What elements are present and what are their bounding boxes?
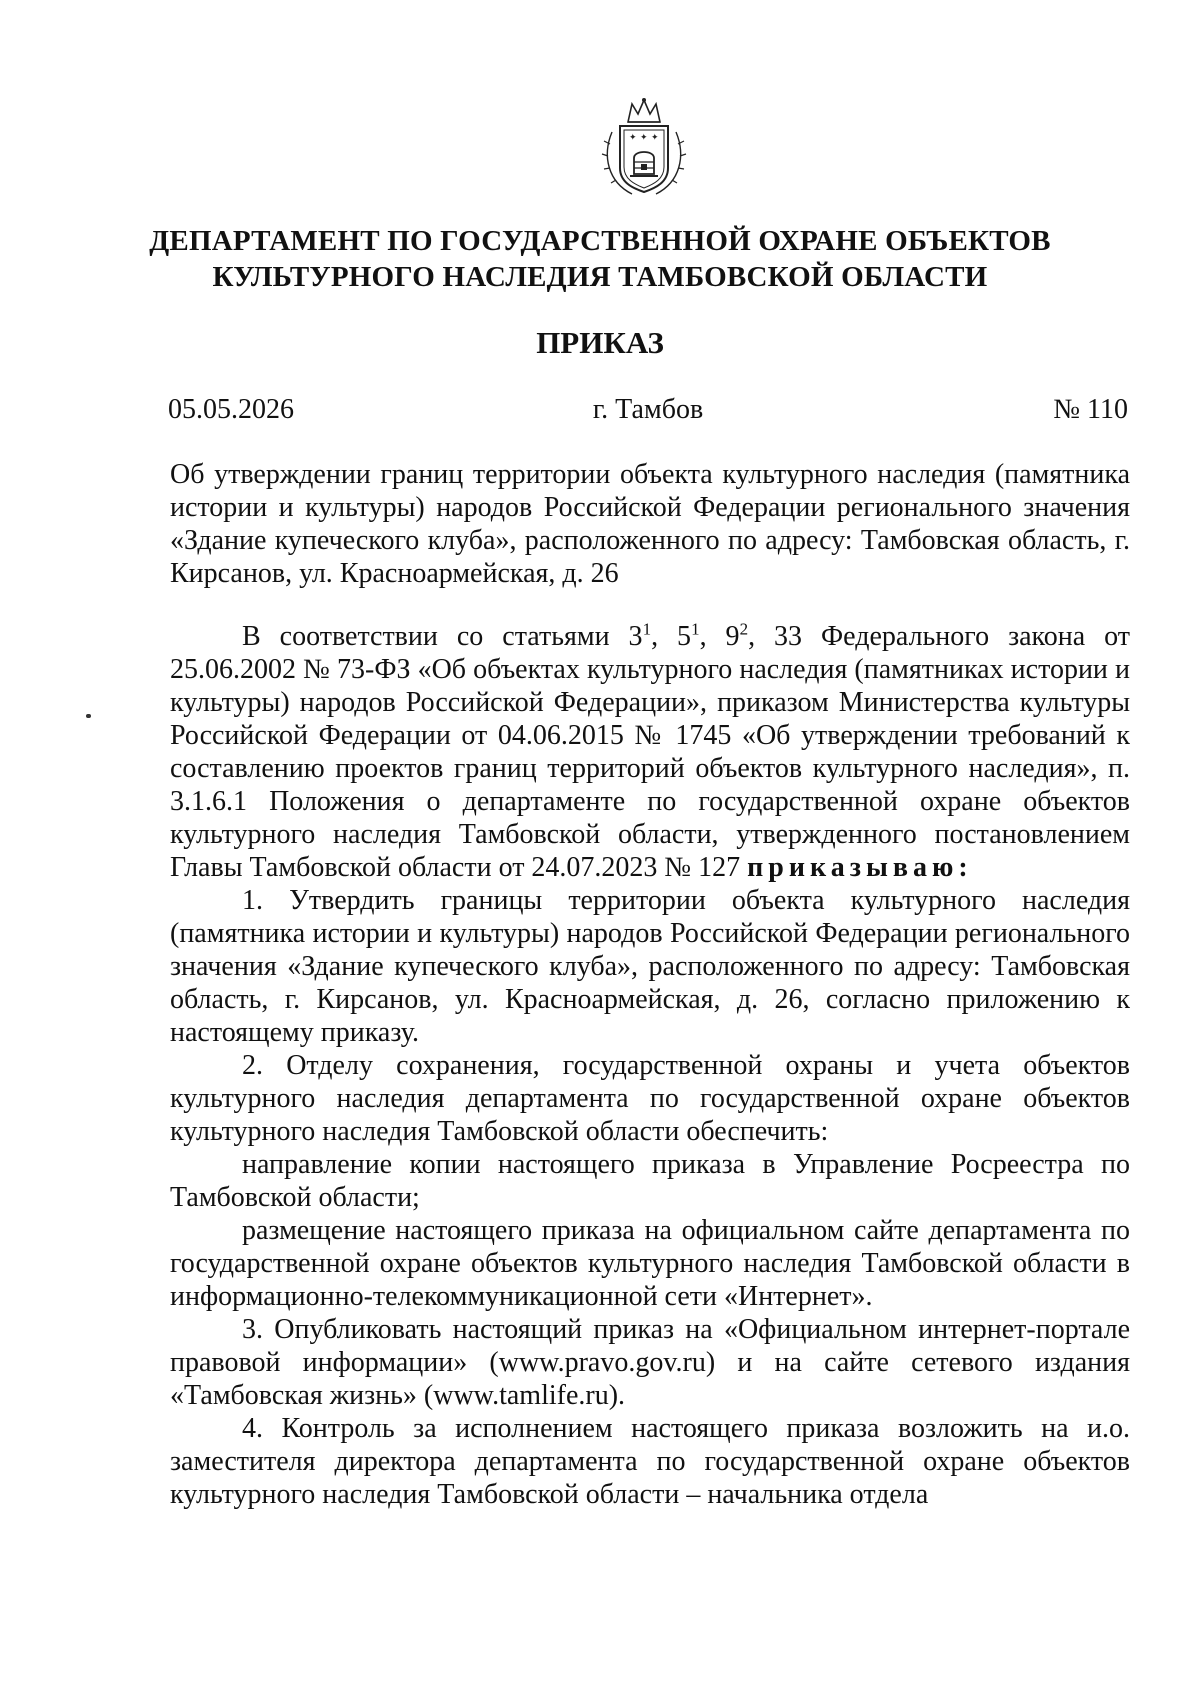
document-meta <box>168 393 1128 427</box>
svg-text:✦: ✦ <box>640 133 648 143</box>
document-city: г. Тамбов <box>592 394 704 425</box>
subject-text: Об утверждении границ территории объекта культурного наследия (памятника истории и культуры) народов Российской Федерации регионального значения «Здание купеческого клуба», расположенного по адресу: Тамбовская область, г. Кирсанов, ул. Красноармейская, д. 26 <box>170 459 1130 589</box>
order-word: приказываю: <box>747 852 973 883</box>
scan-speck <box>86 714 91 718</box>
item-2-subpoint-1: направление копии настоящего приказа в Управление Росреестра по Тамбовской области; <box>170 1149 1130 1213</box>
department-line-2: КУЛЬТУРНОГО НАСЛЕДИЯ ТАМБОВСКОЙ ОБЛАСТИ <box>212 261 988 293</box>
preamble-paragraph: В соответствии со статьями $3^1$, $5^1$, $9^2$, 33 Федерального закона от 25.06.2002 № 73-ФЗ «Об объектах культурного наследия (памятниках истории и культуры) народов Российской Федерации», приказом Министерства культуры Российской Федерации от 04.06.2015 № 1745 «Об утверждении требований к составлению проектов границ территорий объектов культурного наследия», п. 3.1.6.1 Положения о департаменте по государственной охране объектов культурного наследия Тамбовской области, утвержденного постановлением Главы Тамбовской области от 24.07.2023 № 127 приказываю: <box>170 619 1131 883</box>
item-1: 1. Утвердить границы территории объекта культурного наследия (памятника истории и культуры) народов Российской Федерации регионального значения «Здание купеческого клуба», расположенного по адресу: Тамбовская область, г. Кирсанов, ул. Красноармейская, д. 26, согласно приложению к настоящему приказу. <box>170 885 1130 1048</box>
item-2: 2. Отделу сохранения, государственной охраны и учета объектов культурного наследия департамента по государственной охране объектов культурного наследия Тамбовской области обеспечить: <box>170 1050 1130 1147</box>
document-subject <box>170 458 1130 590</box>
document-type: ПРИКАЗ <box>536 325 664 360</box>
document-number: № 110 <box>1053 394 1128 425</box>
document-date: 05.05.2026 <box>168 394 294 425</box>
document-body <box>170 620 1130 1511</box>
item-3: 3. Опубликовать настоящий приказ на «Официальном интернет-портале правовой информации» (www.pravo.gov.ru) и на сайте сетевого издания «Тамбовская жизнь» (www.tamlife.ru). <box>170 1314 1130 1411</box>
tambov-coat-of-arms-icon <box>598 96 690 200</box>
svg-text:✦: ✦ <box>651 133 659 143</box>
department-line-1: ДЕПАРТАМЕНТ ПО ГОСУДАРСТВЕННОЙ ОХРАНЕ ОБЪЕКТОВ <box>149 225 1051 257</box>
department-heading <box>120 223 1080 295</box>
svg-text:✦: ✦ <box>629 133 637 143</box>
item-4: 4. Контроль за исполнением настоящего приказа возложить на и.о. заместителя директора департамента по государственной охране объектов культурного наследия Тамбовской области – начальника отдела <box>170 1413 1130 1510</box>
item-2-subpoint-2: размещение настоящего приказа на официальном сайте департамента по государственной охране объектов культурного наследия Тамбовской области в информационно-телекоммуникационной сети «Интернет». <box>170 1215 1130 1312</box>
